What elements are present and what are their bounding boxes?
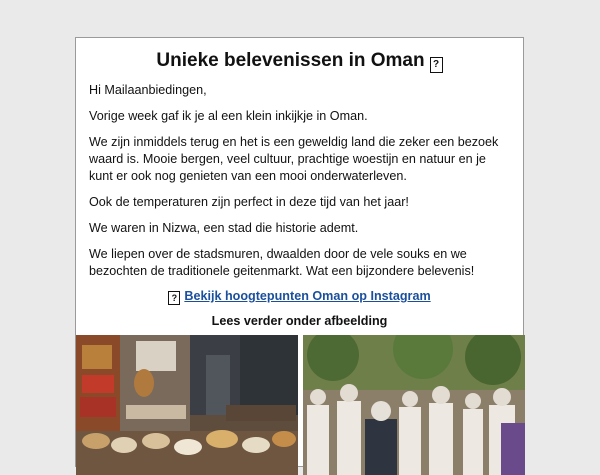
instagram-link[interactable]: Bekijk hoogtepunten Oman op Instagram — [184, 289, 431, 303]
souk-photo-illustration — [76, 335, 298, 475]
emoji-placeholder-icon: ? — [168, 291, 180, 305]
souk-spice-shop-photo[interactable] — [76, 335, 298, 475]
read-more-heading: Lees verder onder afbeelding — [211, 314, 388, 328]
paragraph-3: Ook de temperaturen zijn perfect in deze tijd van het jaar! — [89, 195, 409, 209]
emoji-placeholder-icon: ? — [430, 57, 443, 73]
paragraph-4: We waren in Nizwa, een stad die historie ademt. — [89, 221, 359, 235]
greeting: Hi Mailaanbiedingen, — [89, 83, 207, 97]
email-body — [76, 82, 523, 330]
paragraph-5: We liepen over de stadsmuren, dwaalden door de vele souks en we bezochten de traditionele geitenmarkt. Wat een bijzondere belevenis! — [89, 247, 475, 278]
paragraph-1: Vorige week gaf ik je al een klein inkijkje in Oman. — [89, 109, 368, 123]
paragraph-2: We zijn inmiddels terug en het is een geweldig land die zeker een bezoek waard is. Mooie bergen, veel cultuur, prachtige woestijn en natuur en je kunt er ook nog genieten van een mooi onderwaterleven. — [89, 135, 499, 183]
crowd-photo-illustration — [303, 335, 525, 475]
goat-market-crowd-photo[interactable] — [303, 335, 525, 475]
email-card — [75, 37, 524, 467]
photo-row — [76, 335, 523, 475]
email-title-text: Unieke belevenissen in Oman — [156, 50, 425, 71]
email-title — [76, 50, 523, 73]
instagram-link-row — [89, 288, 510, 305]
